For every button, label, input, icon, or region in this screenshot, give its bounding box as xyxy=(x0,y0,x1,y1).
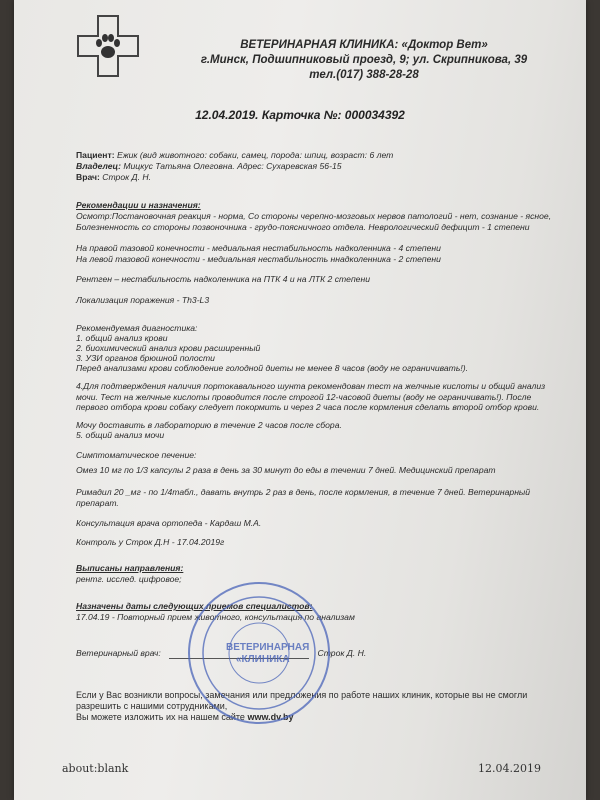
right-limb-text: На правой тазовой конечности - медиальная нестабильность надколенника - 4 степени xyxy=(76,243,441,253)
recommendations-heading: Рекомендации и назначения: xyxy=(76,200,201,210)
clinic-address: г.Минск, Подшипниковый проезд, 9; ул. Скрипникова, 39 xyxy=(200,54,528,66)
signature-name: Строк Д. Н. xyxy=(317,648,367,658)
medication-1: Омез 10 мг по 1/3 капсулы 2 раза в день за 30 минут до еды в течении 7 дней. Медицинский препарат xyxy=(76,465,496,475)
localization-text: Локализация поражения - Th3-L3 xyxy=(76,295,210,305)
owner-value: Мицкус Татьяна Олеговна. Адрес: Сухаревская 56-15 xyxy=(123,161,342,171)
diagnostics-item-4: 4.Для подтверждения наличия портокавального шунта рекомендован тест на желчные кислоты и общий анализ мочи. Тест на желчные кислоты проводится после строгой 12-часовой диеты (воду не ограничивать!). После первого отбора крови собаку следует покормить и через 2 часа после кормления сделать второй отбор крови. xyxy=(76,381,546,412)
website-link[interactable]: www.dv.by xyxy=(247,712,294,722)
stamp-text-line-2: «КЛИНИКА xyxy=(236,654,290,665)
diagnostics-item-3: 3. УЗИ органов брюшной полости xyxy=(76,353,215,363)
referrals-heading: Выписаны направления: xyxy=(76,563,184,573)
exam-text: Осмотр:Постановочная реакция - норма, Со стороны черепно-мозговых нервов патологий - нет, сознание - ясное, Болезненность со стороны позвоночника - грудо-поясничного отдела. Неврологический дефицит - 1 степени xyxy=(76,211,552,232)
appointments-value: 17.04.19 - Повторный прием животного, консультация по анализам xyxy=(76,612,355,622)
symptomatic-heading: Симптоматическое печение: xyxy=(76,450,197,460)
signature-label: Ветеринарный врач: xyxy=(76,648,161,658)
browser-date: 12.04.2019 xyxy=(478,762,541,775)
feedback-line-2: Вы можете изложить их на нашем сайте xyxy=(76,712,245,722)
referrals-value: рентг. исслед. цифровое; xyxy=(76,574,182,584)
appointments-heading: Назначены даты следующих приемов специалистов: xyxy=(76,601,313,611)
diagnostics-note: Перед анализами крови соблюдение голодной диеты не менее 8 часов (воду не ограничивать!). xyxy=(76,363,468,373)
feedback-line-1: Если у Вас возникли вопросы, замечания или предложения по работе наших клиник, которые вы не смогли разрешить с нашими сотрудниками, xyxy=(76,690,528,711)
clinic-phone: тел.(017) 388-28-28 xyxy=(309,69,419,81)
left-limb-text: На левой тазовой конечности - медиальная нестабильность ннадколенника - 2 степени xyxy=(76,254,441,264)
diagnostics-item-1: 1. общий анализ крови xyxy=(76,333,168,343)
xray-text: Рентген – нестабильность надколенника на ПТК 4 и на ЛТК 2 степени xyxy=(76,274,370,284)
owner-label: Владелец: xyxy=(76,161,121,171)
doctor-value: Строк Д. Н. xyxy=(102,172,151,182)
patient-value: Ежик (вид животного: собаки, самец, порода: шпиц, возраст: 6 лет xyxy=(116,150,394,160)
browser-url: about:blank xyxy=(62,762,129,775)
card-title: 12.04.2019. Карточка №: 000034392 xyxy=(195,108,405,122)
diagnostics-heading: Рекомендуемая диагностика: xyxy=(76,323,198,333)
doctor-label: Врач: xyxy=(76,172,100,182)
control-text: Контроль у Строк Д.Н - 17.04.2019г xyxy=(76,537,225,547)
clinic-name: ВЕТЕРИНАРНАЯ КЛИНИКА: «Доктор Вет» xyxy=(240,39,488,51)
doctor-line xyxy=(76,172,566,183)
document-page xyxy=(14,0,586,800)
diagnostics-item-5: 5. общий анализ мочи xyxy=(76,430,165,440)
patient-line xyxy=(76,150,566,161)
clinic-header xyxy=(179,38,549,83)
patient-label: Пациент: xyxy=(76,150,115,160)
diagnostics-item-4b: Мочу доставить в лабораторию в течение 2 часов после сбора. xyxy=(76,420,342,430)
medication-2: Римадил 20 _мг - по 1/4табл., давать внутрь 2 раз в день, после кормления, в течение 7 дней. Ветеринарный препарат. xyxy=(76,487,531,508)
stamp-text-line-1: ВЕТЕРИНАРНАЯ xyxy=(226,642,310,653)
consultation-text: Консультация врача ортопеда - Кардаш М.А. xyxy=(76,518,262,528)
clinic-stamp-icon xyxy=(184,578,334,728)
clinic-logo-icon xyxy=(76,14,140,78)
owner-line xyxy=(76,161,566,172)
diagnostics-item-2: 2. биохимический анализ крови расширенный xyxy=(76,343,261,353)
